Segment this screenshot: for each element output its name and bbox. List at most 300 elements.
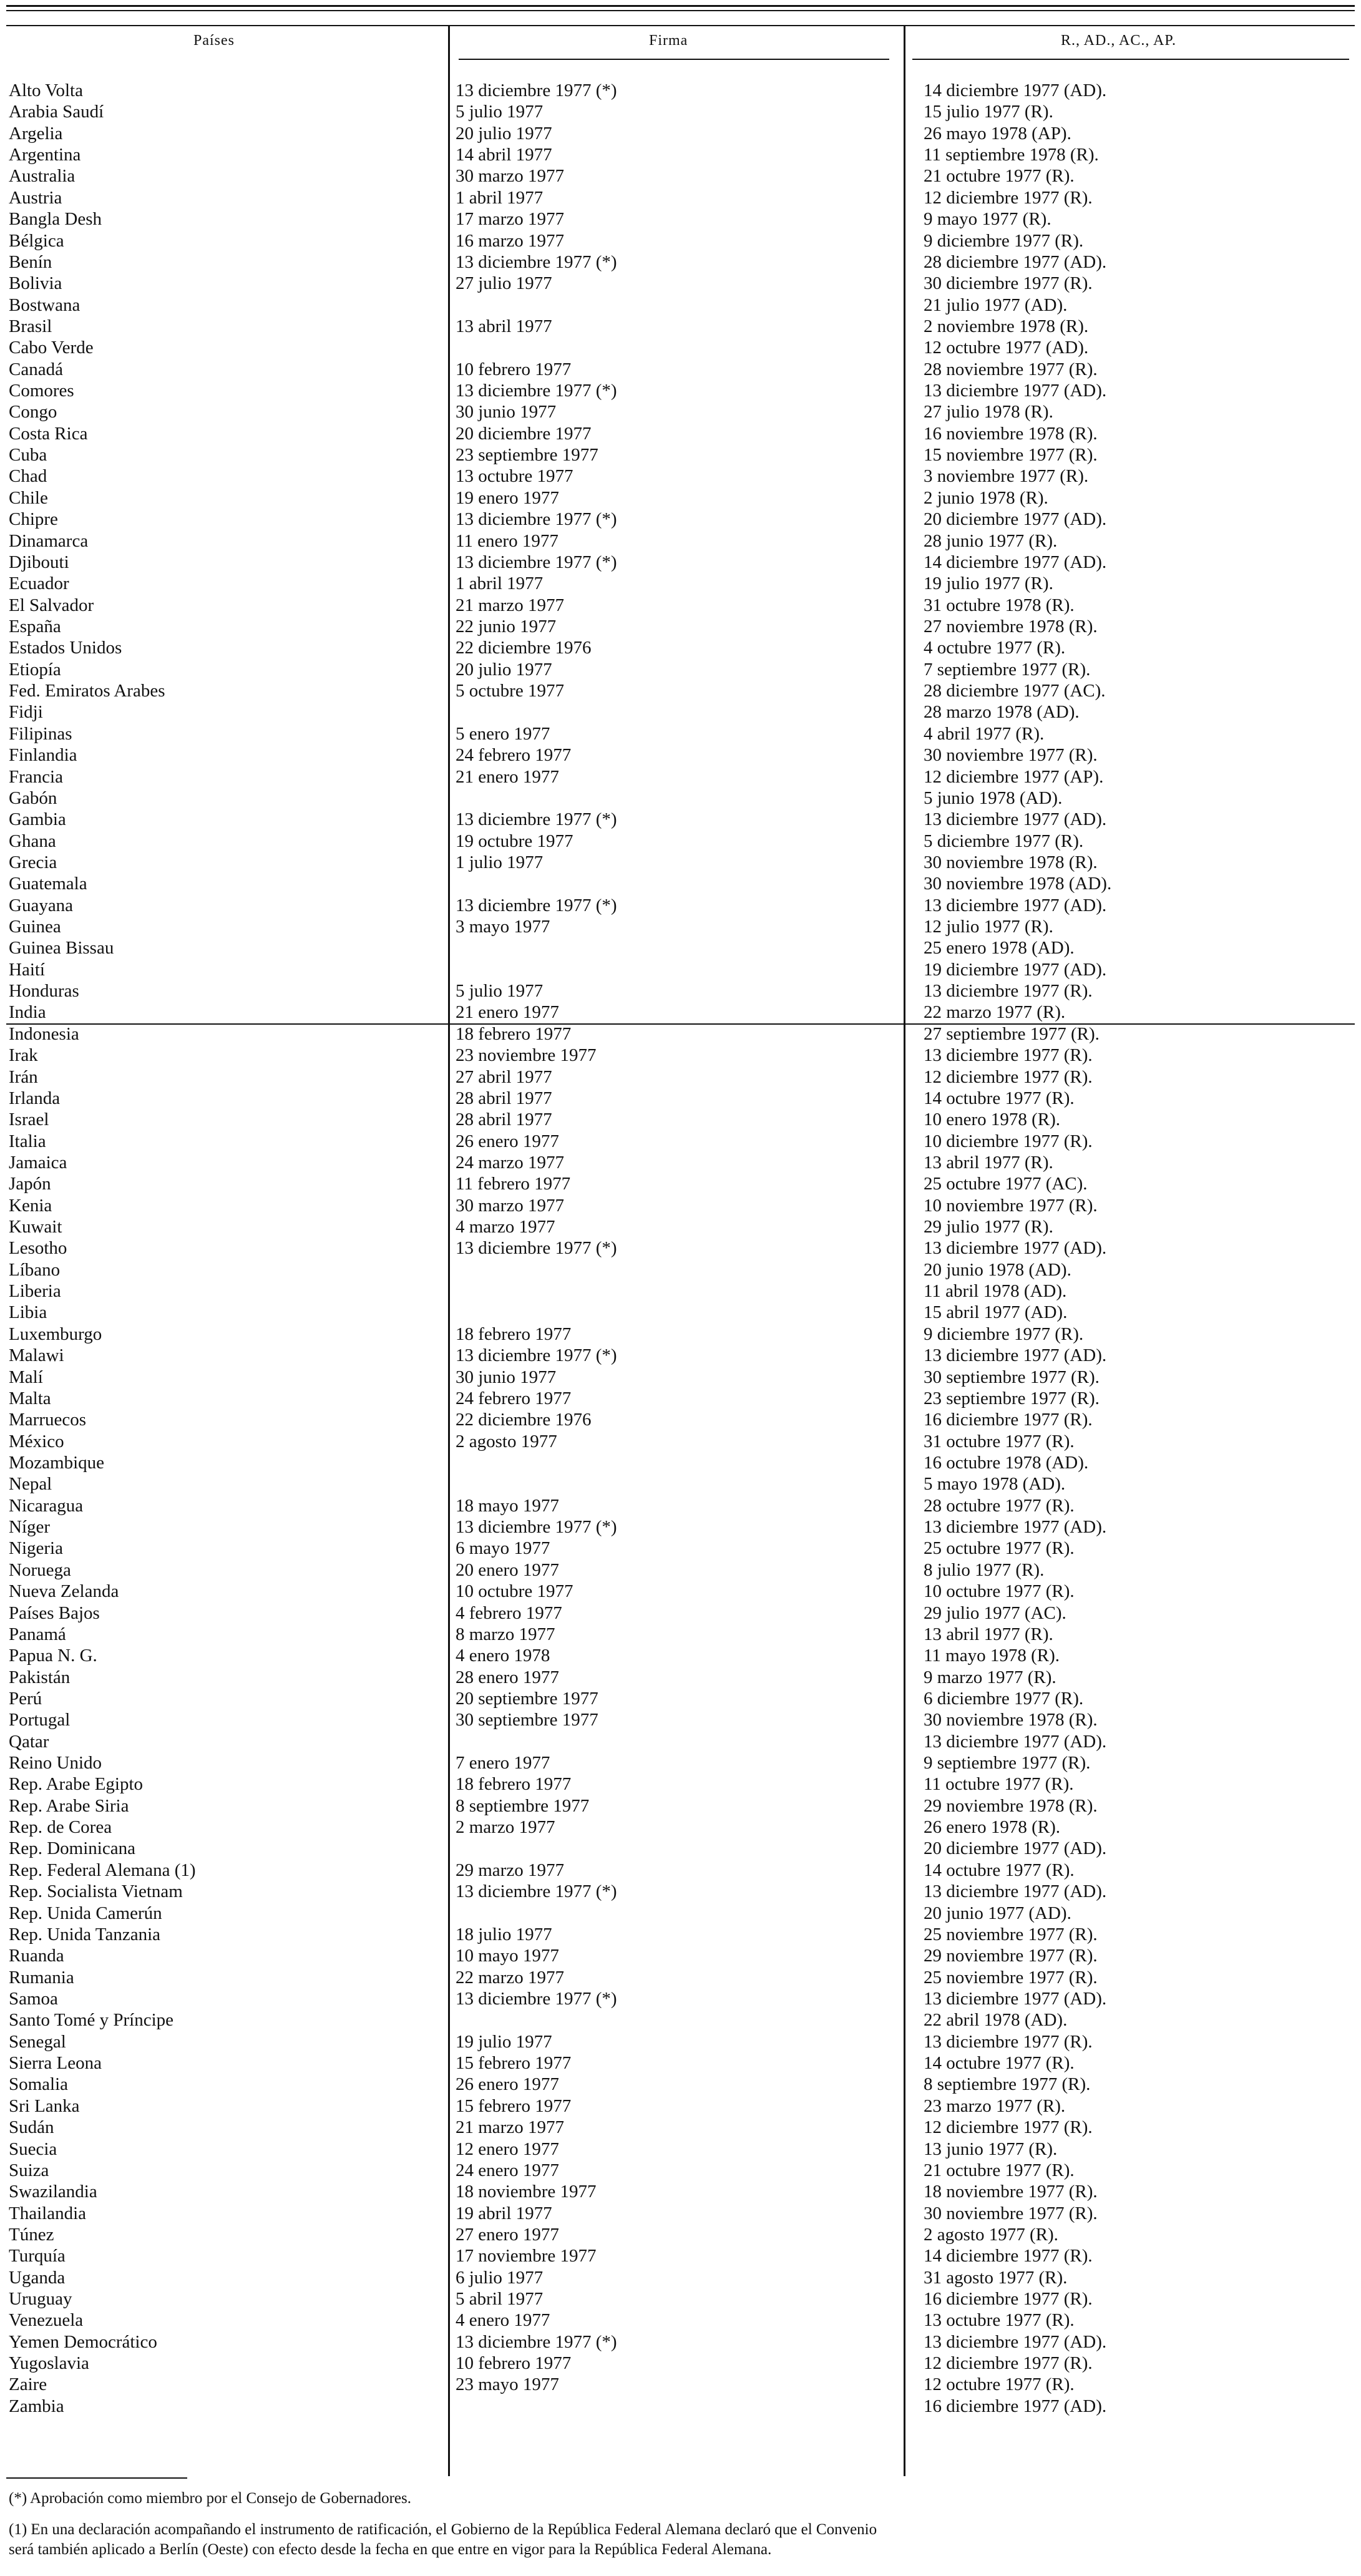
signature-cell: 13 diciembre 1977 (*) (456, 1517, 617, 1538)
country-cell: Alto Volta (9, 80, 83, 100)
country-cell: Austria (9, 187, 62, 208)
signature-cell: 20 julio 1977 (456, 123, 552, 144)
ratification-cell: 2 noviembre 1978 (R). (924, 316, 1089, 336)
country-cell: India (9, 1002, 46, 1023)
country-cell: Malta (9, 1388, 51, 1408)
signature-cell: 24 febrero 1977 (456, 745, 572, 766)
ratification-cell: 2 agosto 1977 (R). (924, 2224, 1058, 2245)
signature-cell: 18 febrero 1977 (456, 1023, 572, 1044)
signature-cell: 18 julio 1977 (456, 1924, 552, 1944)
signature-cell: 23 noviembre 1977 (456, 1045, 597, 1066)
signature-cell: 4 enero 1978 (456, 1646, 550, 1666)
ratification-cell: 10 noviembre 1977 (R). (924, 1195, 1098, 1216)
country-cell: Lesotho (9, 1238, 67, 1259)
country-cell: Kuwait (9, 1217, 62, 1237)
signature-cell: 7 enero 1977 (456, 1753, 550, 1773)
country-cell: Ghana (9, 831, 56, 851)
country-cell: Gabón (9, 788, 57, 808)
signature-cell: 13 diciembre 1977 (*) (456, 80, 617, 100)
country-cell: Italia (9, 1131, 46, 1151)
country-cell: Noruega (9, 1559, 71, 1580)
country-cell: Nueva Zelanda (9, 1581, 119, 1602)
country-cell: España (9, 616, 61, 637)
country-cell: Uruguay (9, 2289, 72, 2310)
country-cell: Canadá (9, 359, 63, 379)
footnote-one-continued: será también aplicado a Berlín (Oeste) con efecto desde la fecha en que entre en vigor para la República Federal Alemana. (9, 2541, 772, 2558)
country-cell: Somalia (9, 2074, 69, 2095)
country-cell: Etiopía (9, 659, 61, 680)
country-cell: Ruanda (9, 1946, 64, 1966)
ratification-cell: 27 julio 1978 (R). (924, 402, 1053, 422)
ratification-cell: 13 junio 1977 (R). (924, 2139, 1058, 2159)
signature-cell: 22 marzo 1977 (456, 1967, 564, 1988)
ratification-cell: 12 octubre 1977 (R). (924, 2374, 1075, 2395)
ratification-cell: 16 octubre 1978 (AD). (924, 1453, 1089, 1473)
signature-cell: 20 diciembre 1977 (456, 423, 592, 444)
signature-cell: 24 febrero 1977 (456, 1388, 572, 1408)
country-cell: Rep. Unida Tanzania (9, 1924, 161, 1944)
ratification-cell: 13 diciembre 1977 (R). (924, 1045, 1093, 1066)
ratification-cell: 27 noviembre 1978 (R). (924, 616, 1098, 637)
signature-cell: 18 febrero 1977 (456, 1324, 572, 1344)
country-cell: Filipinas (9, 723, 72, 744)
signature-cell: 13 diciembre 1977 (*) (456, 2331, 617, 2352)
signature-cell: 11 febrero 1977 (456, 1174, 571, 1194)
country-cell: Túnez (9, 2224, 54, 2245)
signature-cell: 12 enero 1977 (456, 2139, 559, 2159)
signature-cell (456, 1259, 886, 1281)
ratification-cell: 13 diciembre 1977 (AD). (924, 1988, 1107, 2009)
country-cell: Cuba (9, 445, 47, 466)
signature-cell: 21 marzo 1977 (456, 595, 564, 615)
ratification-cell: 4 abril 1977 (R). (924, 723, 1045, 744)
ratification-cell: 28 diciembre 1977 (AC). (924, 681, 1106, 701)
ratification-cell: 16 diciembre 1977 (AD). (924, 2396, 1107, 2416)
country-cell: Guinea (9, 917, 61, 937)
ratification-cell: 20 diciembre 1977 (AD). (924, 509, 1107, 530)
country-cell: Comores (9, 381, 74, 401)
country-cell: Perú (9, 1688, 42, 1709)
country-cell: Francia (9, 766, 63, 787)
country-cell: Papua N. G. (9, 1646, 97, 1666)
ratification-cell: 31 octubre 1977 (R). (924, 1431, 1075, 1451)
signature-cell: 10 febrero 1977 (456, 359, 572, 379)
signature-cell: 4 enero 1977 (456, 2310, 550, 2331)
country-cell: Kenia (9, 1195, 52, 1216)
country-cell: Nigeria (9, 1538, 63, 1559)
signature-cell: 1 abril 1977 (456, 187, 544, 208)
signature-cell: 10 octubre 1977 (456, 1581, 573, 1602)
signature-cell: 23 mayo 1977 (456, 2374, 559, 2395)
ratification-cell: 30 noviembre 1978 (R). (924, 1710, 1098, 1730)
column-divider-right (904, 25, 905, 2476)
signature-cell: 20 septiembre 1977 (456, 1688, 598, 1709)
country-cell: Bangla Desh (9, 209, 102, 230)
ratification-cell: 5 junio 1978 (AD). (924, 788, 1063, 808)
country-cell: Senegal (9, 2031, 66, 2052)
signature-cell: 13 diciembre 1977 (*) (456, 509, 617, 530)
signature-cell: 21 marzo 1977 (456, 2117, 564, 2138)
signature-cell: 20 enero 1977 (456, 1559, 559, 1580)
ratification-cell: 16 noviembre 1978 (R). (924, 423, 1098, 444)
ratification-cell: 20 junio 1977 (AD). (924, 1903, 1071, 1923)
ratification-cell: 18 noviembre 1977 (R). (924, 2182, 1098, 2202)
ratification-cell: 20 junio 1978 (AD). (924, 1259, 1071, 1280)
signature-cell: 22 diciembre 1976 (456, 1410, 592, 1430)
ratification-cell: 19 diciembre 1977 (AD). (924, 959, 1107, 980)
signature-cell: 13 diciembre 1977 (*) (456, 552, 617, 572)
ratification-cell: 10 diciembre 1977 (R). (924, 1131, 1093, 1151)
ratification-cell: 5 mayo 1978 (AD). (924, 1474, 1066, 1495)
ratification-cell: 11 abril 1978 (AD). (924, 1281, 1067, 1302)
ratification-cell: 29 julio 1977 (R). (924, 1217, 1053, 1237)
signature-cell (456, 337, 886, 358)
country-cell: Haití (9, 959, 45, 980)
signature-cell: 29 marzo 1977 (456, 1860, 564, 1880)
country-cell: Australia (9, 166, 76, 187)
ratification-cell: 10 octubre 1977 (R). (924, 1581, 1075, 1602)
ratification-cell: 30 noviembre 1978 (AD). (924, 874, 1112, 894)
ratification-cell: 9 diciembre 1977 (R). (924, 1324, 1084, 1344)
signature-cell: 10 mayo 1977 (456, 1946, 559, 1966)
signature-cell: 13 diciembre 1977 (*) (456, 1881, 617, 1902)
ratification-cell: 12 diciembre 1977 (R). (924, 2117, 1093, 2138)
signature-cell: 19 julio 1977 (456, 2031, 552, 2052)
country-cell: Sri Lanka (9, 2095, 80, 2116)
country-cell: Nepal (9, 1474, 52, 1495)
country-cell: Uganda (9, 2267, 66, 2288)
country-cell: Suecia (9, 2139, 57, 2159)
ratification-cell: 30 noviembre 1977 (R). (924, 2203, 1098, 2223)
ratification-cell: 28 octubre 1977 (R). (924, 1495, 1075, 1516)
ratification-cell: 5 diciembre 1977 (R). (924, 831, 1084, 851)
signature-column (456, 80, 886, 2417)
country-cell: Países Bajos (9, 1603, 100, 1623)
country-cell: Malawi (9, 1345, 64, 1366)
ratification-cell: 13 abril 1977 (R). (924, 1152, 1053, 1173)
country-cell: Cabo Verde (9, 338, 94, 358)
signature-cell: 4 febrero 1977 (456, 1603, 562, 1623)
country-cell: Rep. Unida Camerún (9, 1903, 162, 1923)
country-cell: Rep. Arabe Egipto (9, 1774, 144, 1795)
signature-cell: 30 marzo 1977 (456, 1195, 564, 1216)
signature-cell: 23 septiembre 1977 (456, 445, 598, 466)
ratification-cell: 2 junio 1978 (R). (924, 487, 1048, 508)
ratification-cell: 26 enero 1978 (R). (924, 1817, 1061, 1838)
ratification-cell: 11 mayo 1978 (R). (924, 1646, 1060, 1666)
country-cell: Panamá (9, 1624, 66, 1644)
signature-cell: 24 enero 1977 (456, 2160, 559, 2180)
country-cell: Liberia (9, 1281, 61, 1302)
country-cell: Israel (9, 1110, 49, 1130)
signature-cell: 30 junio 1977 (456, 402, 557, 422)
country-cell: Bélgica (9, 230, 64, 251)
header-ratification: R., AD., AC., AP. (1061, 32, 1177, 49)
header-underline-signature (459, 59, 889, 60)
ratification-cell: 31 agosto 1977 (R). (924, 2267, 1068, 2288)
signature-cell: 2 marzo 1977 (456, 1817, 555, 1838)
country-cell: Swazilandia (9, 2182, 97, 2202)
country-cell: Portugal (9, 1710, 71, 1730)
ratification-cell: 9 marzo 1977 (R). (924, 1667, 1056, 1687)
signature-cell (456, 1838, 886, 1859)
signature-cell: 5 octubre 1977 (456, 681, 564, 701)
signature-cell: 22 junio 1977 (456, 616, 557, 637)
country-cell: Japón (9, 1174, 51, 1194)
ratification-cell: 30 noviembre 1978 (R). (924, 852, 1098, 872)
country-cell: Dinamarca (9, 530, 89, 551)
country-cell: Níger (9, 1517, 51, 1538)
country-cell: Sierra Leona (9, 2053, 102, 2074)
signature-cell: 18 febrero 1977 (456, 1774, 572, 1795)
signature-cell: 30 septiembre 1977 (456, 1710, 598, 1730)
signature-cell: 13 diciembre 1977 (*) (456, 1345, 617, 1366)
signature-cell: 26 enero 1977 (456, 2074, 559, 2095)
ratification-cell: 15 abril 1977 (AD). (924, 1302, 1068, 1323)
ratification-cell: 21 julio 1977 (AD). (924, 295, 1068, 315)
signature-cell (456, 1473, 886, 1495)
country-cell: Brasil (9, 316, 52, 336)
signature-cell: 19 octubre 1977 (456, 831, 573, 851)
signature-cell (456, 2396, 886, 2417)
countries-column (9, 80, 446, 2417)
signature-cell: 17 marzo 1977 (456, 209, 564, 230)
ratification-cell: 13 diciembre 1977 (AD). (924, 1731, 1107, 1752)
country-cell: Qatar (9, 1731, 49, 1752)
signature-cell: 30 marzo 1977 (456, 166, 564, 187)
ratification-cell: 13 octubre 1977 (R). (924, 2310, 1075, 2331)
ratification-cell: 30 noviembre 1977 (R). (924, 745, 1098, 766)
signature-cell: 28 enero 1977 (456, 1667, 559, 1687)
signature-cell (456, 1731, 886, 1752)
country-cell: Chad (9, 466, 47, 487)
country-cell: Argentina (9, 145, 81, 165)
ratification-cell: 6 diciembre 1977 (R). (924, 1688, 1084, 1709)
signature-cell: 20 julio 1977 (456, 659, 552, 680)
ratification-cell: 20 diciembre 1977 (AD). (924, 1838, 1107, 1859)
ratification-cell: 23 septiembre 1977 (R). (924, 1388, 1100, 1408)
ratification-cell: 12 julio 1977 (R). (924, 917, 1053, 937)
ratification-cell: 25 noviembre 1977 (R). (924, 1924, 1098, 1944)
country-cell: Rep. Dominicana (9, 1838, 135, 1859)
ratification-cell: 15 noviembre 1977 (R). (924, 445, 1098, 466)
ratification-cell: 19 julio 1977 (R). (924, 573, 1053, 594)
ratification-cell: 28 junio 1977 (R). (924, 530, 1058, 551)
country-cell: Reino Unido (9, 1753, 102, 1773)
footnote-one: (1) En una declaración acompañando el instrumento de ratificación, el Gobierno de la República Federal Alemana declaró que el Convenio (9, 2521, 877, 2538)
ratification-cell: 4 octubre 1977 (R). (924, 638, 1066, 658)
country-cell: El Salvador (9, 595, 94, 615)
top-rule-inner (6, 10, 1355, 11)
signature-cell: 15 febrero 1977 (456, 2095, 572, 2116)
signature-cell (456, 959, 886, 980)
signature-cell: 15 febrero 1977 (456, 2053, 572, 2074)
country-cell: Venezuela (9, 2310, 84, 2331)
ratification-cell: 12 octubre 1977 (AD). (924, 338, 1089, 358)
header-countries: Países (193, 32, 235, 49)
ratification-cell: 13 diciembre 1977 (AD). (924, 381, 1107, 401)
ratification-cell: 10 enero 1978 (R). (924, 1110, 1061, 1130)
ratification-cell: 13 diciembre 1977 (AD). (924, 1881, 1107, 1902)
signature-cell: 27 enero 1977 (456, 2224, 559, 2245)
signature-cell: 21 enero 1977 (456, 1002, 559, 1023)
footer-rule (6, 2477, 187, 2479)
country-cell: Irak (9, 1045, 38, 1066)
signature-cell: 22 diciembre 1976 (456, 638, 592, 658)
country-cell: Mozambique (9, 1453, 105, 1473)
top-rule-outer (6, 5, 1355, 7)
ratification-cell: 26 mayo 1978 (AP). (924, 123, 1071, 144)
signature-cell: 1 julio 1977 (456, 852, 544, 872)
header-signature: Firma (649, 32, 688, 49)
ratification-cell: 14 octubre 1977 (R). (924, 1860, 1075, 1880)
country-cell: Chile (9, 487, 48, 508)
signature-cell: 13 diciembre 1977 (*) (456, 1988, 617, 2009)
signature-cell: 19 abril 1977 (456, 2203, 552, 2223)
signature-cell: 2 agosto 1977 (456, 1431, 557, 1451)
country-cell: Yugoslavia (9, 2353, 89, 2374)
signature-cell (456, 788, 886, 809)
country-cell: Rep. Federal Alemana (1) (9, 1860, 196, 1880)
signature-cell: 13 abril 1977 (456, 316, 552, 336)
signature-cell: 5 julio 1977 (456, 981, 544, 1002)
ratification-cell: 29 noviembre 1977 (R). (924, 1946, 1098, 1966)
country-cell: Nicaragua (9, 1495, 84, 1516)
signature-cell: 24 marzo 1977 (456, 1152, 564, 1173)
country-cell: Rep. Socialista Vietnam (9, 1881, 183, 1902)
signature-cell: 1 abril 1977 (456, 573, 544, 594)
signature-cell (456, 701, 886, 723)
country-cell: Irán (9, 1066, 38, 1087)
ratification-cell: 11 octubre 1977 (R). (924, 1774, 1074, 1795)
country-cell: Guinea Bissau (9, 938, 114, 959)
ratification-cell: 9 diciembre 1977 (R). (924, 230, 1084, 251)
ratification-cell: 9 septiembre 1977 (R). (924, 1753, 1091, 1773)
signature-cell: 5 abril 1977 (456, 2289, 544, 2310)
signature-cell: 6 julio 1977 (456, 2267, 544, 2288)
signature-cell: 13 diciembre 1977 (*) (456, 1238, 617, 1259)
country-cell: Turquía (9, 2246, 66, 2266)
header-bottom-rule (6, 25, 1355, 26)
country-cell: Samoa (9, 1988, 58, 2009)
country-cell: Yemen Democrático (9, 2331, 157, 2352)
ratification-cell: 14 diciembre 1977 (AD). (924, 552, 1107, 572)
signature-cell: 14 abril 1977 (456, 145, 552, 165)
ratification-cell: 12 diciembre 1977 (AP). (924, 766, 1104, 787)
ratification-cell: 8 septiembre 1977 (R). (924, 2074, 1091, 2095)
country-cell: Luxemburgo (9, 1324, 102, 1344)
ratification-cell: 22 abril 1978 (AD). (924, 2010, 1068, 2031)
country-cell: Rep. Arabe Siria (9, 1795, 129, 1816)
ratification-cell: 14 octubre 1977 (R). (924, 1088, 1075, 1108)
country-cell: Indonesia (9, 1023, 79, 1044)
country-cell: Malí (9, 1367, 43, 1387)
ratification-cell: 14 diciembre 1977 (AD). (924, 80, 1107, 100)
ratification-cell: 14 diciembre 1977 (R). (924, 2246, 1093, 2266)
footnote-star: (*) Aprobación como miembro por el Consejo de Gobernadores. (9, 2490, 411, 2507)
ratification-cell: 16 diciembre 1977 (R). (924, 2289, 1093, 2310)
country-cell: Honduras (9, 981, 79, 1002)
country-cell: Rumania (9, 1967, 74, 1988)
country-cell: Bolivia (9, 273, 62, 294)
ratification-cell: 28 marzo 1978 (AD). (924, 702, 1080, 723)
signature-cell (456, 873, 886, 894)
column-divider-left (448, 25, 450, 2476)
signature-cell (456, 937, 886, 959)
ratification-cell: 13 diciembre 1977 (R). (924, 2031, 1093, 2052)
ratification-cell: 25 octubre 1977 (R). (924, 1538, 1075, 1559)
ratification-cell: 14 octubre 1977 (R). (924, 2053, 1075, 2074)
signature-cell: 5 enero 1977 (456, 723, 550, 744)
country-cell: Grecia (9, 852, 57, 872)
signature-cell: 28 abril 1977 (456, 1088, 552, 1108)
country-cell: Benín (9, 251, 52, 272)
ratification-cell: 12 diciembre 1977 (R). (924, 2353, 1093, 2374)
country-cell: Rep. de Corea (9, 1817, 112, 1838)
ratification-cell: 29 noviembre 1978 (R). (924, 1795, 1098, 1816)
ratification-cell: 29 julio 1977 (AC). (924, 1603, 1066, 1623)
ratification-cell: 28 diciembre 1977 (AD). (924, 251, 1107, 272)
ratification-cell: 21 octubre 1977 (R). (924, 2160, 1075, 2180)
country-cell: Argelia (9, 123, 63, 144)
signature-cell: 4 marzo 1977 (456, 1217, 555, 1237)
ratification-cell: 13 diciembre 1977 (R). (924, 981, 1093, 1002)
signature-cell (456, 1452, 886, 1473)
ratification-cell: 13 abril 1977 (R). (924, 1624, 1053, 1644)
ratification-cell: 13 diciembre 1977 (AD). (924, 1517, 1107, 1538)
signature-cell: 3 mayo 1977 (456, 917, 550, 937)
country-cell: Djibouti (9, 552, 69, 572)
country-cell: Líbano (9, 1259, 61, 1280)
ratification-cell: 7 septiembre 1977 (R). (924, 659, 1091, 680)
country-cell: Zambia (9, 2396, 64, 2416)
signature-cell: 13 diciembre 1977 (*) (456, 251, 617, 272)
ratification-cell: 12 diciembre 1977 (R). (924, 1066, 1093, 1087)
signature-cell: 11 enero 1977 (456, 530, 559, 551)
ratification-cell: 12 diciembre 1977 (R). (924, 187, 1093, 208)
ratification-cell: 13 diciembre 1977 (AD). (924, 1345, 1107, 1366)
signature-cell: 30 junio 1977 (456, 1367, 557, 1387)
ratification-cell: 30 diciembre 1977 (R). (924, 273, 1093, 294)
signature-cell: 8 septiembre 1977 (456, 1795, 590, 1816)
country-cell: Guatemala (9, 874, 87, 894)
signature-cell: 26 enero 1977 (456, 1131, 559, 1151)
signature-cell: 5 julio 1977 (456, 102, 544, 122)
country-cell: Gambia (9, 809, 66, 830)
signature-cell: 13 diciembre 1977 (*) (456, 381, 617, 401)
signature-cell: 27 abril 1977 (456, 1066, 552, 1087)
ratification-column (924, 80, 1354, 2417)
ratification-cell: 13 diciembre 1977 (AD). (924, 1238, 1107, 1259)
signature-cell (456, 2009, 886, 2031)
signature-cell (456, 1903, 886, 1924)
country-cell: Guayana (9, 895, 74, 915)
country-cell: Jamaica (9, 1152, 67, 1173)
country-cell: Zaire (9, 2374, 47, 2395)
header-underline-ratification (912, 59, 1349, 60)
signature-cell: 21 enero 1977 (456, 766, 559, 787)
signature-cell: 18 noviembre 1977 (456, 2182, 597, 2202)
country-cell: Arabia Saudí (9, 102, 104, 122)
ratification-cell: 3 noviembre 1977 (R). (924, 466, 1089, 487)
signature-cell: 10 febrero 1977 (456, 2353, 572, 2374)
ratification-cell: 23 marzo 1977 (R). (924, 2095, 1066, 2116)
ratification-cell: 25 enero 1978 (AD). (924, 938, 1075, 959)
ratification-cell: 31 octubre 1978 (R). (924, 595, 1075, 615)
signature-cell (456, 1302, 886, 1323)
signature-cell: 28 abril 1977 (456, 1110, 552, 1130)
ratification-cell: 13 diciembre 1977 (AD). (924, 895, 1107, 915)
